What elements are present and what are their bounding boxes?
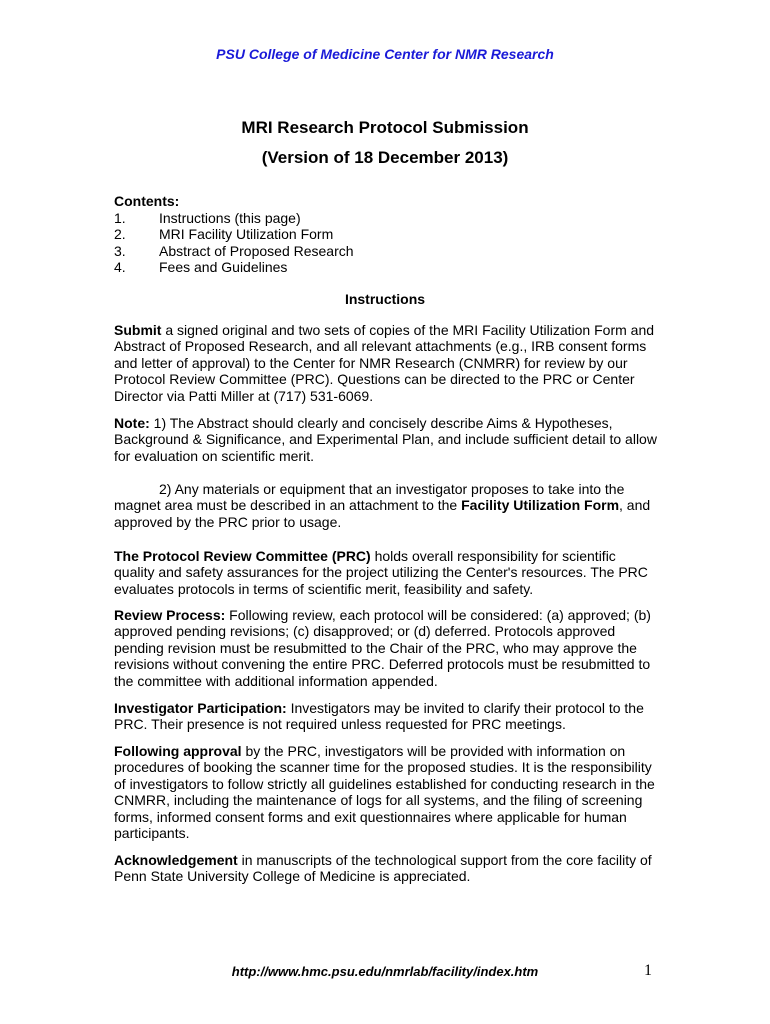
submit-paragraph xyxy=(114,322,659,404)
contents-item xyxy=(114,226,354,243)
review-text: Following review, each protocol will be considered: (a) approved; (b) approved pending revisions; (c) disapproved; or (d) deferred. Protocols approved pending revision must be resubmitted to the Chair of the PRC, who may approve the revisions without convening the entire PRC. Deferred protocols must be resubmitted to the committee with additional information appended. xyxy=(114,607,651,689)
contents-item-number: 1. xyxy=(114,209,126,226)
note2-bold: Facility Utilization Form xyxy=(461,497,620,514)
contents-item-number: 4. xyxy=(114,259,126,275)
acknowledgement-text: in manuscripts of the technological support from the core facility of Penn State University College of Medicine is appreciated. xyxy=(114,852,652,885)
acknowledgement-paragraph xyxy=(114,852,659,885)
contents-item xyxy=(114,259,354,276)
contents-item xyxy=(114,210,354,227)
contents-item-label: Fees and Guidelines xyxy=(159,259,288,275)
participation-lead: Investigator Participation: xyxy=(114,700,287,716)
review-paragraph xyxy=(114,607,659,689)
participation-paragraph xyxy=(114,700,659,733)
contents-list xyxy=(114,210,354,276)
contents-item xyxy=(114,243,354,260)
contents-item-label: Abstract of Proposed Research xyxy=(159,242,354,259)
approval-text: by the PRC, investigators will be provided with information on procedures of booking the scanner time for the proposed studies. It is the responsibility of investigators to follow strictly all guidelines established for conducting research in the CNMRR, including the maintenance of logs for all systems, and the filing of screening forms, informed consent forms and exit questionnaires where applicable for human participants. xyxy=(114,743,655,842)
approval-paragraph xyxy=(114,743,659,841)
note2-text-before: 2) Any materials or equipment that an investigator proposes to take into the magnet area must be described in an attachment to the xyxy=(114,481,625,514)
page-header: PSU College of Medicine Center for NMR Research xyxy=(216,46,554,62)
footer-url-link[interactable]: http://www.hmc.psu.edu/nmrlab/facility/index.htm xyxy=(231,964,539,979)
review-lead: Review Process: xyxy=(114,607,226,623)
note2-text-after: , and approved by the PRC prior to usage. xyxy=(114,497,651,530)
submit-lead: Submit xyxy=(114,322,162,338)
contents-item-number: 2. xyxy=(114,226,126,242)
submit-text: a signed original and two sets of copies of the MRI Facility Utilization Form and Abstract of Proposed Research, and all relevant attachments (e.g., IRB consent forms and letter of approval) to the Center for NMR Research (CNMRR) for review by our Protocol Review Committee (PRC). Questions can be directed to the PRC or Center Director via Patti Miller at (717) 531-6069. xyxy=(114,322,655,404)
participation-text: Investigators may be invited to clarify their protocol to the PRC. Their presence is not required unless requested for PRC meetings. xyxy=(114,700,644,733)
contents-section xyxy=(114,193,354,276)
prc-lead: The Protocol Review Committee (PRC) xyxy=(114,548,371,564)
note2-paragraph xyxy=(114,481,659,530)
title-line-1: MRI Research Protocol Submission xyxy=(241,118,529,137)
note-text: 1) The Abstract should clearly and concisely describe Aims & Hypotheses, Background & Significance, and Experimental Plan, and include sufficient detail to allow for evaluation on scientific merit. xyxy=(114,415,657,464)
document-title xyxy=(0,113,770,173)
note-paragraph xyxy=(114,415,659,464)
prc-text: holds overall responsibility for scientific quality and safety assurances for the project utilizing the Center's resources. The PRC evaluates protocols in terms of scientific merit, feasibility and safety. xyxy=(114,548,648,597)
instructions-heading: Instructions xyxy=(344,291,426,307)
contents-item-label: Instructions (this page) xyxy=(159,209,301,226)
contents-item-label: MRI Facility Utilization Form xyxy=(159,226,334,242)
title-line-2: (Version of 18 December 2013) xyxy=(261,148,509,167)
acknowledgement-lead: Acknowledgement xyxy=(114,852,238,868)
page-number: 1 xyxy=(644,962,652,979)
contents-item-number: 3. xyxy=(114,242,126,259)
contents-heading: Contents: xyxy=(114,193,180,209)
note-lead: Note: xyxy=(114,415,150,431)
prc-paragraph xyxy=(114,548,659,597)
approval-lead: Following approval xyxy=(114,743,242,759)
